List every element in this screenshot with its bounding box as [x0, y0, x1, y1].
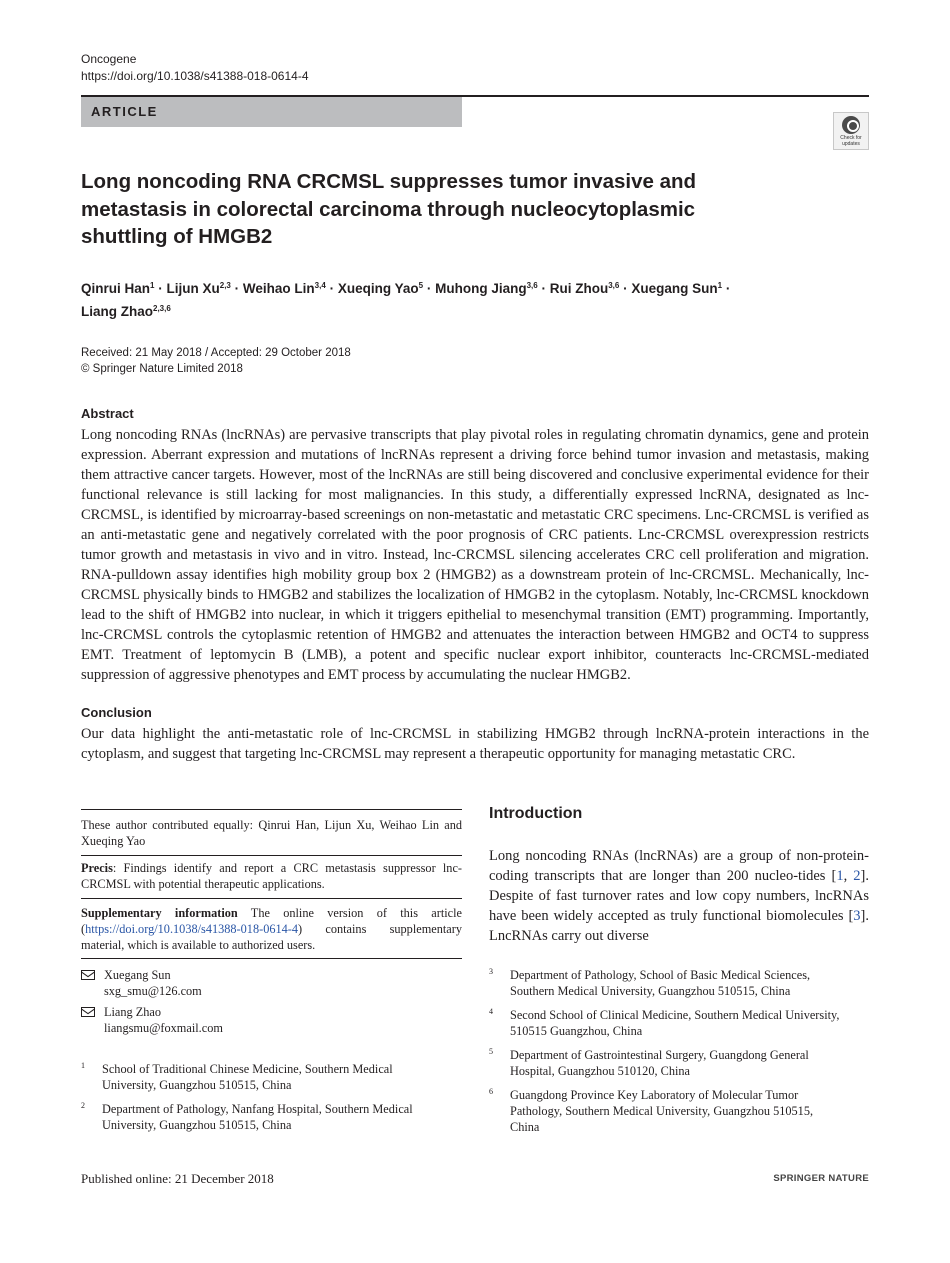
- affiliation-line: 510515 Guangzhou, China: [510, 1024, 643, 1038]
- affiliation-number: 3: [489, 967, 493, 976]
- precis-note: [81, 860, 462, 892]
- check-for-updates-badge[interactable]: [833, 112, 869, 150]
- author-name[interactable]: Xuegang Sun: [631, 281, 718, 296]
- contact-email[interactable]: liangsmu@foxmail.com: [104, 1021, 223, 1035]
- contact-email[interactable]: sxg_smu@126.com: [104, 984, 202, 998]
- abstract-heading: Abstract: [81, 406, 134, 421]
- supplementary-note: [81, 905, 462, 953]
- intro-text-part: ]. Despite of fast turnover rates and low copy numbers, lncRNAs have been widely accepted as truly functional biomolecules [: [489, 868, 869, 924]
- supplementary-link[interactable]: https://doi.org/10.1038/s41388-018-0614-4: [85, 922, 299, 936]
- journal-name: Oncogene: [81, 52, 137, 66]
- affiliation-line: School of Traditional Chinese Medicine, Southern Medical: [102, 1062, 393, 1076]
- notes-divider: [81, 809, 462, 810]
- intro-text-part: ,: [843, 868, 854, 884]
- publisher-logo: SPRINGER NATURE: [773, 1173, 869, 1184]
- author-separator: ·: [623, 281, 628, 296]
- supplementary-post: ) contains supplementary material, which is available to authorized users.: [81, 922, 462, 952]
- citation-link[interactable]: 3: [853, 908, 861, 924]
- affiliation-line: Department of Pathology, Nanfang Hospital, Southern Medical: [102, 1102, 413, 1116]
- affiliation-number: 2: [81, 1101, 85, 1110]
- affiliation-number: 5: [489, 1047, 493, 1056]
- affiliation-line: Southern Medical University, Guangzhou 510515, China: [510, 984, 791, 998]
- intro-text-part: Long noncoding RNAs (lncRNAs) are a group of non-protein-coding transcripts that are longer than 200 nucleo-tides [: [489, 848, 869, 884]
- author-affiliation: 1: [150, 281, 155, 290]
- affiliation-line: University, Guangzhou 510515, China: [102, 1118, 292, 1132]
- envelope-icon: [81, 970, 95, 980]
- conclusion-heading: Conclusion: [81, 705, 152, 720]
- badge-line1: Check for: [840, 135, 862, 141]
- conclusion-text: Our data highlight the anti-metastatic role of lnc-CRCMSL in stabilizing HMGB2 through lncRNA-protein interactions in the cytoplasm, and suggest that targeting lnc-CRCMSL may represent a therapeutic opportunity for managing metastatic CRC.: [81, 726, 869, 762]
- affiliation-line: Pathology, Southern Medical University, Guangzhou 510515,: [510, 1104, 814, 1118]
- supplementary-label: Supplementary information: [81, 906, 238, 920]
- introduction-text: [489, 846, 869, 946]
- check-for-updates-icon: [842, 116, 860, 134]
- author-affiliation: 1: [717, 281, 723, 290]
- author-name[interactable]: Qinrui Han: [81, 281, 151, 296]
- affiliation-number: 6: [489, 1087, 493, 1096]
- author-name[interactable]: Lijun Xu: [166, 281, 220, 296]
- publication-dates: [81, 345, 351, 377]
- author-name[interactable]: Muhong Jiang: [435, 281, 527, 296]
- citation-link[interactable]: 2: [853, 868, 861, 884]
- badge-line2: updates: [842, 141, 860, 147]
- received-accepted: Received: 21 May 2018 / Accepted: 29 October 2018: [81, 347, 351, 359]
- affiliation-line: Second School of Clinical Medicine, Southern Medical University,: [510, 1008, 840, 1022]
- copyright: © Springer Nature Limited 2018: [81, 363, 243, 375]
- affiliation-line: University, Guangzhou 510515, China: [102, 1078, 292, 1092]
- author-affiliation: 5: [418, 281, 424, 290]
- notes-divider: [81, 958, 462, 959]
- author-separator: ·: [329, 281, 335, 296]
- notes-divider: [81, 898, 462, 899]
- author-affiliation: 3,4: [314, 281, 326, 290]
- affiliation-line: Guangdong Province Key Laboratory of Molecular Tumor: [510, 1088, 799, 1102]
- author-separator: ·: [158, 281, 163, 296]
- citation-link[interactable]: 1: [836, 868, 844, 884]
- author-name[interactable]: Rui Zhou: [549, 281, 609, 296]
- introduction-heading: Introduction: [489, 805, 583, 822]
- abstract-text: Long noncoding RNAs (lncRNAs) are pervasive transcripts that play pivotal roles in regulating chromatin dynamics, gene and protein expression. Aberrant expression and mutations of lncRNAs represent a driving force behind tumor invasion and metastasis, making them attractive cancer targets. However, most of the lncRNAs are still being discovered and conclusive experimental evidence for their functional relevance is still lacking for most malignancies. In this study, a differentially expressed lncRNA, designated as lnc-CRCMSL, is identified by microarray-based screenings on non-metastatic and metastatic CRC specimens. Lnc-CRCMSL is verified as an anti-metastatic gene and negatively correlated with the poor prognosis of CRC patients. Lnc-CRCMSL overexpression restricts tumor growth and metastasis in vivo and in vitro. Instead, lnc-CRCMSL silencing accelerates CRC cell proliferation and migration. RNA-pulldown assay identifies high mobility group box 2 (HMGB2) as a downstream protein of lnc-CRCMSL. Mechanically, lnc-CRCMSL physically binds to HMGB2 and stabilizes the localization of HMGB2 in the cytoplasm. Notably, lnc-CRCMSL knockdown lead to the shift of HMGB2 into nuclear, in which it triggers epithelial to mesenchymal transition (EMT) programming. Importantly, lnc-CRCMSL controls the cytoplasmic retention of HMGB2 and attenuates the interaction between HMGB2 and OCT4 to suppress EMT. Treatment of leptomycin B (LMB), a potent and specific nuclear export inhibitor, counteracts lnc-CRCMSL-mediated suppression of aggressive phenotypes and EMT process by accumulating the nuclear HMGB2.: [81, 427, 869, 683]
- envelope-icon: [81, 1007, 95, 1017]
- author-separator: ·: [234, 281, 240, 296]
- precis-text: : Findings identify and report a CRC metastasis suppressor lnc-CRCMSL with potential therapeutic applications.: [81, 861, 462, 891]
- author-affiliation: 3,6: [526, 281, 538, 290]
- article-title: Long noncoding RNA CRCMSL suppresses tumor invasive and metastasis in colorectal carcinoma through nucleocytoplasmic shuttling of HMGB2: [81, 170, 697, 248]
- intro-text-part: ]. LncRNAs carry out diverse: [489, 908, 869, 944]
- author-affiliation: 2,3,6: [153, 304, 171, 313]
- affiliation-line: Hospital, Guangzhou 510120, China: [510, 1064, 690, 1078]
- author-separator: ·: [426, 281, 432, 296]
- author-name[interactable]: Weihao Lin: [242, 281, 315, 296]
- affiliation-number: 4: [489, 1007, 493, 1016]
- author-name[interactable]: Liang Zhao: [81, 304, 153, 319]
- published-online: Published online: 21 December 2018: [81, 1171, 274, 1186]
- doi-link[interactable]: https://doi.org/10.1038/s41388-018-0614-4: [81, 69, 309, 83]
- precis-label: Precis: [81, 861, 113, 875]
- author-affiliation: 3,6: [608, 281, 620, 290]
- affiliation-number: 1: [81, 1061, 85, 1070]
- notes-divider: [81, 855, 462, 856]
- contact-name: Xuegang Sun: [104, 968, 171, 982]
- contact-name: Liang Zhao: [104, 1005, 162, 1019]
- author-separator: ·: [725, 281, 731, 296]
- author-list: [81, 276, 869, 322]
- article-type-label: ARTICLE: [91, 104, 158, 119]
- affiliation-line: Department of Gastrointestinal Surgery, Guangdong General: [510, 1048, 809, 1062]
- author-affiliation: 2,3: [219, 281, 231, 290]
- equal-contribution-note: These author contributed equally: Qinrui Han, Lijun Xu, Weihao Lin and Xueqing Yao: [81, 818, 462, 848]
- affiliation-line: Department of Pathology, School of Basic Medical Sciences,: [510, 968, 811, 982]
- author-separator: ·: [541, 281, 546, 296]
- supplementary-pre: The online version of this article (: [81, 906, 462, 936]
- author-name[interactable]: Xueqing Yao: [337, 281, 419, 296]
- affiliation-line: China: [510, 1120, 540, 1134]
